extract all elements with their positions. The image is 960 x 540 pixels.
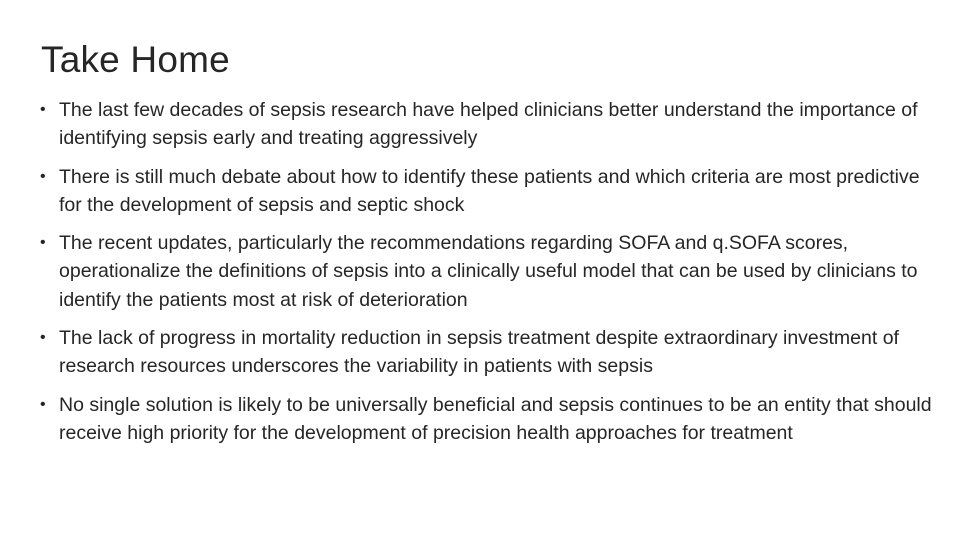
- bullet-text: The recent updates, particularly the recommendations regarding SOFA and q.SOFA scores, operationalize the definitions of sepsis into a clinically useful model that can be used by clinicians to identify the patients most at risk of deterioration: [59, 232, 918, 311]
- bullet-text: No single solution is likely to be universally beneficial and sepsis continues to be an entity that should receive high priority for the development of precision health approaches for treatment: [59, 393, 932, 444]
- bullet-icon: •: [40, 167, 46, 185]
- bullet-text: The last few decades of sepsis research have helped clinicians better understand the importance of identifying sepsis early and treating aggressively: [59, 99, 918, 150]
- bullet-item: [40, 163, 935, 220]
- bullet-list: [40, 96, 935, 447]
- bullet-item: [40, 391, 935, 448]
- bullet-item: [40, 324, 935, 381]
- bullet-text: The lack of progress in mortality reduction in sepsis treatment despite extraordinary investment of research resources underscores the variability in patients with sepsis: [59, 327, 899, 378]
- bullet-item: [40, 96, 935, 153]
- slide-title: Take Home: [41, 39, 230, 80]
- bullet-icon: •: [40, 234, 46, 252]
- bullet-item: [40, 229, 935, 314]
- bullet-icon: •: [40, 329, 46, 347]
- bullet-icon: •: [40, 101, 46, 118]
- bullet-text: There is still much debate about how to identify these patients and which criteria are most predictive for the development of sepsis and septic shock: [59, 165, 920, 216]
- bullet-icon: •: [40, 395, 46, 413]
